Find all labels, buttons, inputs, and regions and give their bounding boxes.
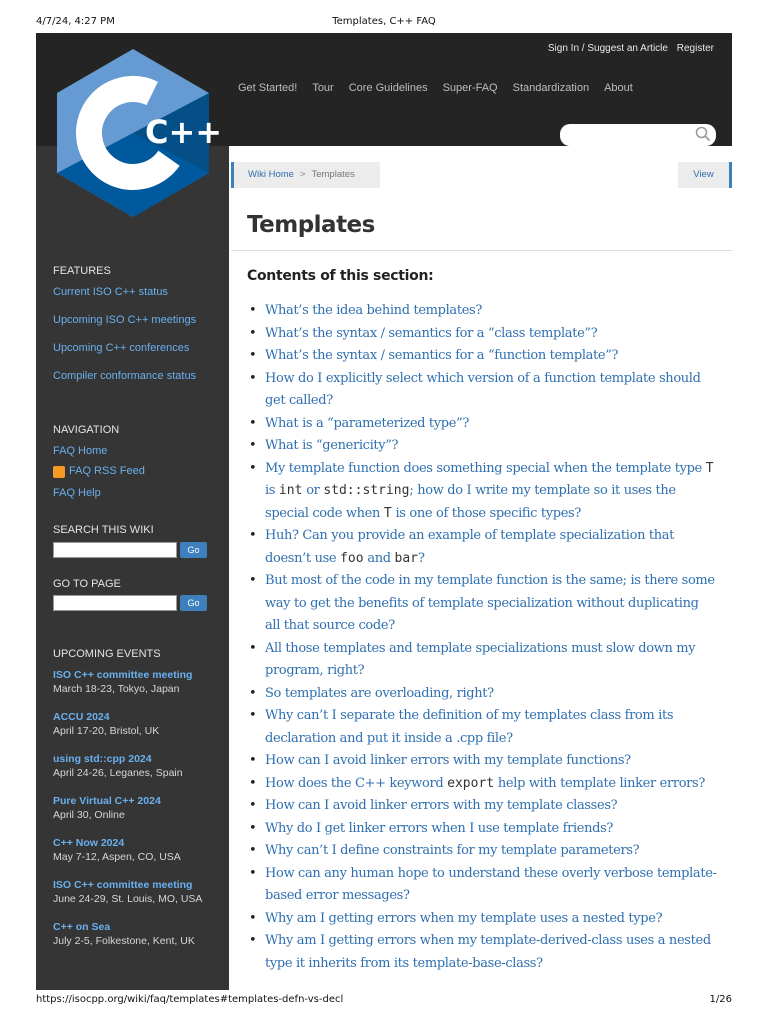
logo-text: C++: [145, 113, 223, 151]
print-title: Templates, C++ FAQ: [332, 16, 436, 27]
event-title[interactable]: C++ on Sea: [53, 921, 111, 933]
toc-item[interactable]: • How can any human hope to understand these overly verbose template-based error messages?: [247, 863, 717, 908]
link-compiler-conformance[interactable]: Compiler conformance status: [53, 370, 197, 382]
toc-item[interactable]: • Why am I getting errors when my template-derived-class uses a nested type it inherits from its template-base-class?: [247, 930, 717, 975]
event-info: July 2-5, Folkestone, Kent, UK: [53, 935, 195, 947]
breadcrumb-home[interactable]: Wiki Home: [248, 169, 294, 180]
signin-link[interactable]: Sign In / Suggest an Article: [547, 43, 668, 54]
toc-item[interactable]: • What is “genericity”?: [247, 435, 717, 458]
navigation-heading: NAVIGATION: [53, 424, 120, 436]
print-page-number: 1/26: [709, 994, 732, 1005]
nav-tour[interactable]: Tour: [312, 82, 334, 94]
register-link[interactable]: Register: [676, 43, 714, 54]
print-date: 4/7/24, 4:27 PM: [36, 16, 115, 27]
go-to-page-input[interactable]: [53, 595, 177, 611]
event-title[interactable]: C++ Now 2024: [53, 837, 125, 849]
link-faq-home[interactable]: FAQ Home: [53, 445, 108, 457]
nav-super-faq[interactable]: Super-FAQ: [442, 82, 498, 94]
link-current-status[interactable]: Current ISO C++ status: [53, 286, 168, 298]
go-to-page-go-button[interactable]: Go: [180, 595, 207, 611]
print-url: https://isocpp.org/wiki/faq/templates#templates-defn-vs-decl: [36, 994, 344, 1005]
site-search-input[interactable]: [560, 124, 716, 146]
link-upcoming-conferences[interactable]: Upcoming C++ conferences: [53, 342, 190, 354]
breadcrumb: [231, 162, 380, 188]
breadcrumb-current: Templates: [311, 169, 355, 180]
toc-item[interactable]: • What’s the syntax / semantics for a “class template”?: [247, 323, 717, 346]
event-info: March 18-23, Tokyo, Japan: [53, 683, 180, 695]
event-title[interactable]: ACCU 2024: [53, 711, 110, 723]
toc-item[interactable]: • What is a “parameterized type”?: [247, 413, 717, 436]
toc-item[interactable]: • Why can’t I separate the definition of my templates class from its declaration and put it inside a .cpp file?: [247, 705, 717, 750]
event-info: June 24-29, St. Louis, MO, USA: [53, 893, 203, 905]
print-header: [36, 16, 732, 30]
toc-item[interactable]: • All those templates and template specializations must slow down my program, right?: [247, 638, 717, 683]
nav-core-guidelines[interactable]: Core Guidelines: [348, 82, 428, 94]
toc-list: [247, 300, 717, 975]
event-title[interactable]: Pure Virtual C++ 2024: [53, 795, 161, 807]
event-title[interactable]: ISO C++ committee meeting: [53, 669, 193, 681]
toc-item[interactable]: • How can I avoid linker errors with my template functions?: [247, 750, 717, 773]
search-icon[interactable]: [695, 126, 711, 142]
event-info: April 17-20, Bristol, UK: [53, 725, 160, 737]
event-title[interactable]: ISO C++ committee meeting: [53, 879, 193, 891]
toc-item[interactable]: • Why am I getting errors when my template uses a nested type?: [247, 908, 717, 931]
wiki-search-go-button[interactable]: Go: [180, 542, 207, 558]
toc-item[interactable]: • How do I explicitly select which version of a function template should get called?: [247, 368, 717, 413]
event-title[interactable]: using std::cpp 2024: [53, 753, 152, 765]
toc-item[interactable]: • So templates are overloading, right?: [247, 683, 717, 706]
search-wiki-heading: SEARCH THIS WIKI: [53, 524, 154, 536]
nav-about[interactable]: About: [604, 82, 633, 94]
nav-get-started[interactable]: Get Started!: [238, 82, 298, 94]
view-button[interactable]: View: [678, 162, 732, 188]
toc-item[interactable]: • How does the C++ keyword export help with template linker errors?: [247, 773, 717, 796]
toc-item[interactable]: • Why can’t I define constraints for my template parameters?: [247, 840, 717, 863]
title-divider: [231, 250, 732, 251]
toc-item[interactable]: • What’s the idea behind templates?: [247, 300, 717, 323]
cpp-logo[interactable]: [53, 45, 223, 221]
toc-item[interactable]: • My template function does something special when the template type T is int or std::string; how do I write my template so it uses the special code when T is one of those specific types?: [247, 458, 717, 526]
page-title: Templates: [247, 212, 375, 238]
toc-item[interactable]: • What’s the syntax / semantics for a “function template”?: [247, 345, 717, 368]
wiki-search-input[interactable]: [53, 542, 177, 558]
account-links: [542, 43, 714, 54]
main-nav: [238, 82, 648, 94]
nav-standardization[interactable]: Standardization: [512, 82, 590, 94]
features-heading: FEATURES: [53, 265, 111, 277]
breadcrumb-separator: >: [299, 169, 306, 180]
toc-item[interactable]: • How can I avoid linker errors with my template classes?: [247, 795, 717, 818]
events-heading: UPCOMING EVENTS: [53, 648, 161, 660]
go-to-page-heading: GO TO PAGE: [53, 578, 121, 590]
toc-item[interactable]: • But most of the code in my template function is the same; is there some way to get the benefits of template specialization without duplicating all that source code?: [247, 570, 717, 638]
toc-item[interactable]: • Why do I get linker errors when I use template friends?: [247, 818, 717, 841]
event-info: May 7-12, Aspen, CO, USA: [53, 851, 181, 863]
link-faq-help[interactable]: FAQ Help: [53, 487, 101, 499]
rss-icon: [53, 466, 65, 478]
link-upcoming-meetings[interactable]: Upcoming ISO C++ meetings: [53, 314, 197, 326]
link-faq-rss[interactable]: FAQ RSS Feed: [69, 465, 145, 477]
contents-heading: Contents of this section:: [247, 268, 434, 284]
toc-item[interactable]: • Huh? Can you provide an example of template specialization that doesn’t use foo and bar?: [247, 525, 717, 570]
event-info: April 24-26, Leganes, Spain: [53, 767, 183, 779]
event-info: April 30, Online: [53, 809, 125, 821]
